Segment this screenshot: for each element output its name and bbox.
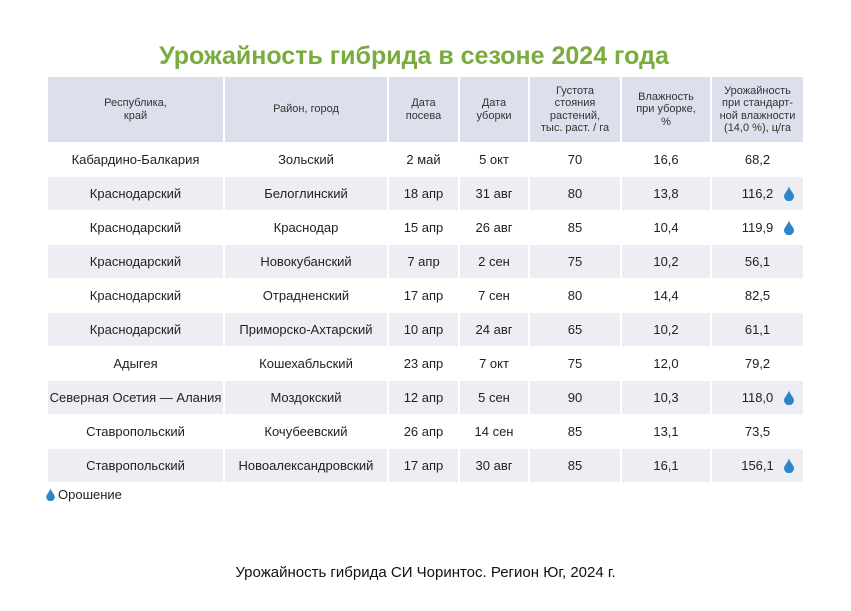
density-cell — [529, 347, 621, 381]
region-cell — [48, 381, 224, 415]
column-header — [711, 77, 803, 143]
region-cell — [48, 347, 224, 381]
cell-value: Краснодарский — [89, 186, 182, 201]
cell-value: 75 — [567, 254, 583, 269]
region-cell — [48, 143, 224, 177]
cell-value: 80 — [567, 288, 583, 303]
cell-value: 10,4 — [653, 220, 679, 235]
cell-value: Северная Осетия — Алания — [49, 390, 222, 405]
water-drop-icon — [46, 488, 55, 501]
yield-cell — [711, 347, 803, 381]
cell-value: 17 апр — [403, 458, 444, 473]
table-row — [48, 177, 803, 211]
cell-value: 5 окт — [479, 152, 509, 167]
sowing-date-cell — [388, 177, 459, 211]
moisture-cell — [621, 177, 711, 211]
column-header-line: (14,0 %), ц/га — [724, 122, 791, 134]
cell-value: 10 апр — [403, 322, 444, 337]
table-body — [48, 143, 803, 483]
cell-value: 156,1 — [741, 458, 774, 473]
harvest-date-cell — [459, 313, 529, 347]
region-cell — [48, 245, 224, 279]
cell-value: 68,2 — [744, 152, 771, 167]
sowing-date-cell — [388, 245, 459, 279]
density-cell — [529, 279, 621, 313]
column-header-line: стояния — [554, 97, 596, 109]
harvest-date-cell — [459, 211, 529, 245]
cell-value: 119,9 — [741, 220, 774, 235]
region-cell — [48, 313, 224, 347]
cell-value: 12,0 — [653, 356, 679, 371]
cell-value: 10,3 — [653, 390, 679, 405]
density-cell — [529, 211, 621, 245]
cell-value: 90 — [567, 390, 583, 405]
yield-cell — [711, 449, 803, 483]
cell-value: 13,8 — [653, 186, 679, 201]
sowing-date-cell — [388, 449, 459, 483]
table-header-row — [48, 77, 803, 143]
sowing-date-cell — [388, 313, 459, 347]
column-header-line: при уборке, — [636, 103, 696, 116]
cell-value: Моздокский — [270, 390, 342, 405]
cell-value: 17 апр — [403, 288, 444, 303]
cell-value: Приморско-Ахтарский — [239, 322, 373, 337]
cell-value: 56,1 — [744, 254, 771, 269]
district-cell — [224, 313, 388, 347]
district-cell — [224, 279, 388, 313]
cell-value: Зольский — [278, 152, 334, 167]
district-cell — [224, 347, 388, 381]
cell-value: 7 сен — [478, 288, 510, 303]
cell-value: 24 авг — [475, 322, 513, 337]
column-header-line: при стандарт- — [722, 97, 793, 109]
water-drop-icon — [784, 220, 794, 235]
column-header-line: Дата — [481, 97, 507, 109]
cell-value: 10,2 — [653, 254, 679, 269]
cell-value: 116,2 — [741, 186, 774, 201]
column-header — [529, 77, 621, 143]
cell-value: Краснодарский — [89, 220, 182, 235]
table-row — [48, 415, 803, 449]
cell-value: 16,6 — [653, 152, 679, 167]
cell-value: 82,5 — [744, 288, 771, 303]
column-header-line: тыс. раст. / га — [540, 122, 610, 134]
cell-value: Ставропольский — [86, 424, 185, 439]
yield-cell — [711, 313, 803, 347]
district-cell — [224, 381, 388, 415]
column-header — [621, 77, 711, 143]
cell-value: 14,4 — [653, 288, 679, 303]
yield-cell — [711, 415, 803, 449]
table-row — [48, 381, 803, 415]
sowing-date-cell — [388, 381, 459, 415]
cell-value: Ставропольский — [86, 458, 185, 473]
cell-value: Краснодарский — [89, 254, 182, 269]
region-cell — [48, 211, 224, 245]
table-row — [48, 143, 803, 177]
cell-value: Новокубанский — [260, 254, 352, 269]
cell-value: Кошехабльский — [259, 356, 353, 371]
cell-value: 73,5 — [744, 424, 771, 439]
column-header — [48, 77, 224, 143]
cell-value: Краснодар — [273, 220, 339, 235]
cell-value: 23 апр — [403, 356, 444, 371]
water-drop-icon — [784, 186, 794, 201]
cell-value: Новоалександровский — [238, 458, 374, 473]
water-drop-icon — [784, 390, 794, 405]
region-cell — [48, 415, 224, 449]
column-header-line: Республика, — [104, 97, 167, 109]
cell-value: 30 авг — [475, 458, 513, 473]
density-cell — [529, 245, 621, 279]
cell-value: 26 апр — [403, 424, 444, 439]
cell-value: Краснодарский — [89, 322, 182, 337]
cell-value: 16,1 — [653, 458, 679, 473]
cell-value: 70 — [567, 152, 583, 167]
harvest-date-cell — [459, 415, 529, 449]
cell-value: 80 — [567, 186, 583, 201]
column-header — [459, 77, 529, 143]
cell-value: 61,1 — [744, 322, 771, 337]
cell-value: 10,2 — [653, 322, 679, 337]
column-header — [388, 77, 459, 143]
table-row — [48, 211, 803, 245]
district-cell — [224, 143, 388, 177]
density-cell — [529, 415, 621, 449]
moisture-cell — [621, 279, 711, 313]
harvest-date-cell — [459, 245, 529, 279]
yield-cell — [711, 279, 803, 313]
region-cell — [48, 279, 224, 313]
column-header-line: край — [123, 109, 148, 122]
yield-cell — [711, 211, 803, 245]
cell-value: 5 сен — [478, 390, 510, 405]
table-row — [48, 313, 803, 347]
column-header-line: растений, — [549, 109, 601, 122]
column-header-line: Урожайность — [724, 84, 791, 97]
cell-value: 118,0 — [741, 390, 774, 405]
cell-value: Кочубеевский — [264, 424, 348, 439]
page-title: Урожайность гибрида в сезоне 2024 года — [159, 42, 669, 70]
district-cell — [224, 245, 388, 279]
district-cell — [224, 177, 388, 211]
caption: Урожайность гибрида СИ Чоринтос. Регион Юг, 2024 г. — [235, 564, 616, 581]
cell-value: 15 апр — [403, 220, 444, 235]
cell-value: 7 окт — [479, 356, 509, 371]
table-row — [48, 279, 803, 313]
moisture-cell — [621, 381, 711, 415]
region-cell — [48, 177, 224, 211]
water-drop-icon — [784, 458, 794, 473]
district-cell — [224, 449, 388, 483]
harvest-date-cell — [459, 381, 529, 415]
column-header-line: Район, город — [273, 103, 339, 116]
moisture-cell — [621, 415, 711, 449]
column-header-line: Густота — [556, 84, 594, 97]
cell-value: 85 — [567, 220, 583, 235]
cell-value: 18 апр — [403, 186, 444, 201]
table-row — [48, 245, 803, 279]
density-cell — [529, 143, 621, 177]
cell-value: Белоглинский — [264, 186, 348, 201]
district-cell — [224, 415, 388, 449]
table-row — [48, 449, 803, 483]
harvest-date-cell — [459, 347, 529, 381]
cell-value: 14 сен — [474, 424, 514, 439]
moisture-cell — [621, 211, 711, 245]
cell-value: 85 — [567, 458, 583, 473]
moisture-cell — [621, 347, 711, 381]
moisture-cell — [621, 143, 711, 177]
cell-value: Отрадненский — [262, 288, 350, 303]
density-cell — [529, 313, 621, 347]
moisture-cell — [621, 449, 711, 483]
sowing-date-cell — [388, 415, 459, 449]
cell-value: 79,2 — [744, 356, 771, 371]
yield-table — [48, 77, 803, 482]
table-row — [48, 347, 803, 381]
moisture-cell — [621, 245, 711, 279]
column-header-line: Влажность — [638, 90, 694, 103]
column-header — [224, 77, 388, 143]
column-header-line: посева — [405, 109, 442, 122]
cell-value: Кабардино-Балкария — [71, 152, 200, 167]
cell-value: Адыгея — [113, 356, 158, 371]
column-header-line: ной влажности — [719, 109, 796, 122]
density-cell — [529, 177, 621, 211]
cell-value: Краснодарский — [89, 288, 182, 303]
region-cell — [48, 449, 224, 483]
cell-value: 75 — [567, 356, 583, 371]
cell-value: 13,1 — [653, 424, 679, 439]
moisture-cell — [621, 313, 711, 347]
density-cell — [529, 381, 621, 415]
cell-value: 31 авг — [475, 186, 513, 201]
cell-value: 7 апр — [407, 254, 440, 269]
cell-value: 2 сен — [478, 254, 510, 269]
yield-cell — [711, 177, 803, 211]
yield-cell — [711, 143, 803, 177]
legend — [46, 487, 122, 502]
density-cell — [529, 449, 621, 483]
yield-cell — [711, 245, 803, 279]
harvest-date-cell — [459, 279, 529, 313]
harvest-date-cell — [459, 143, 529, 177]
yield-cell — [711, 381, 803, 415]
sowing-date-cell — [388, 279, 459, 313]
sowing-date-cell — [388, 347, 459, 381]
cell-value: 65 — [567, 322, 583, 337]
harvest-date-cell — [459, 177, 529, 211]
cell-value: 2 май — [406, 152, 441, 167]
column-header-line: % — [661, 115, 671, 128]
harvest-date-cell — [459, 449, 529, 483]
column-header-line: уборки — [476, 109, 512, 122]
sowing-date-cell — [388, 211, 459, 245]
legend-label: Орошение — [58, 487, 122, 502]
column-header-line: Дата — [411, 97, 436, 109]
cell-value: 85 — [567, 424, 583, 439]
cell-value: 26 авг — [475, 220, 513, 235]
sowing-date-cell — [388, 143, 459, 177]
district-cell — [224, 211, 388, 245]
cell-value: 12 апр — [403, 390, 444, 405]
